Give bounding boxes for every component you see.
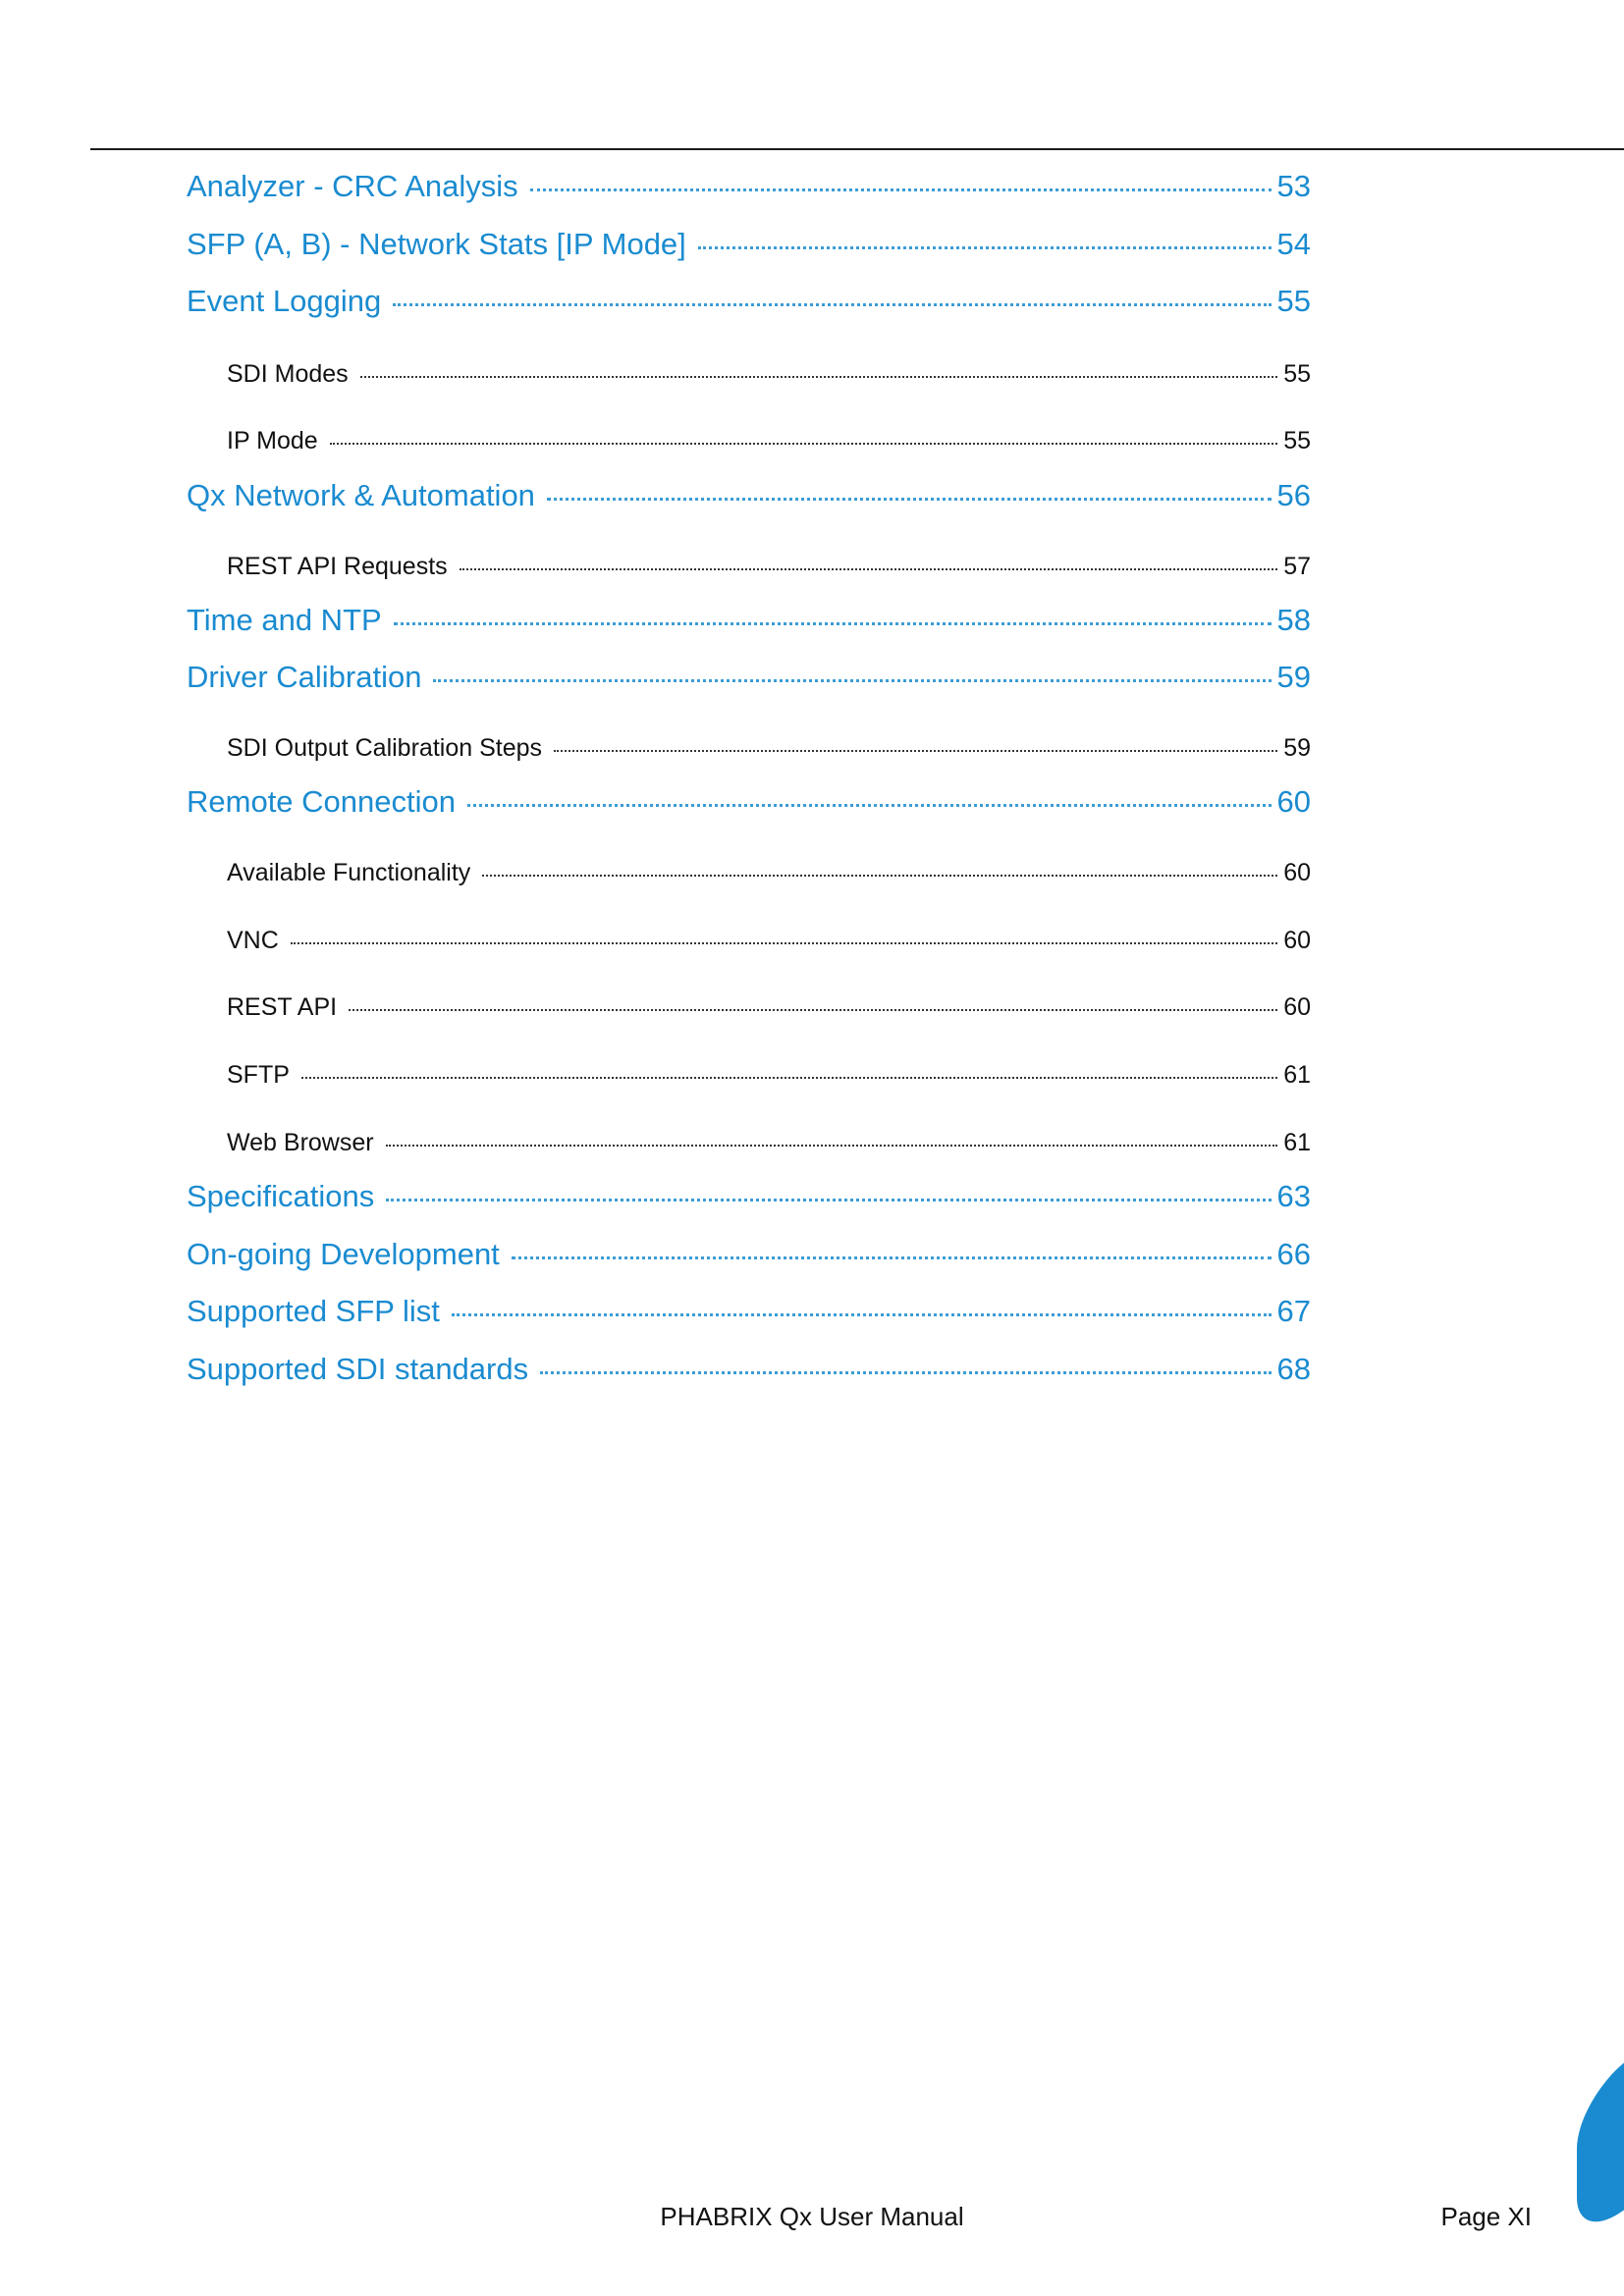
toc-entry-page: 66 — [1276, 1237, 1311, 1271]
toc-entry-title: SFTP — [227, 1061, 290, 1089]
toc-dot-leader — [330, 443, 1278, 445]
toc-entry-page: 54 — [1276, 227, 1311, 261]
toc-dot-leader — [554, 750, 1277, 752]
toc-dot-leader — [698, 246, 1272, 249]
toc-entry[interactable] — [227, 360, 1311, 394]
toc-entry[interactable] — [187, 1294, 1311, 1333]
toc-entry-title: Available Functionality — [227, 859, 471, 886]
toc-entry[interactable] — [187, 169, 1311, 208]
toc-entry[interactable] — [227, 1061, 1311, 1095]
toc-entry-page: 55 — [1283, 360, 1311, 388]
toc-entry-page: 60 — [1276, 784, 1311, 819]
toc-dot-leader — [433, 679, 1271, 682]
toc-entry-page: 53 — [1276, 169, 1311, 203]
toc-entry-title: SDI Output Calibration Steps — [227, 734, 542, 762]
toc-dot-leader — [386, 1199, 1271, 1201]
toc-entry[interactable] — [187, 1237, 1311, 1276]
toc-dot-leader — [360, 376, 1278, 378]
toc-entry[interactable] — [187, 1352, 1311, 1391]
toc-entry[interactable] — [227, 427, 1311, 460]
toc-entry[interactable] — [227, 993, 1311, 1027]
toc-entry-title: Specifications — [187, 1179, 375, 1213]
toc-dot-leader — [291, 942, 1277, 944]
toc-entry-title: Supported SDI standards — [187, 1352, 529, 1386]
toc-entry-page: 59 — [1283, 734, 1311, 762]
toc-entry[interactable] — [187, 603, 1311, 642]
toc-entry-title: Remote Connection — [187, 784, 456, 819]
toc-dot-leader — [482, 875, 1277, 877]
toc-entry-title: IP Mode — [227, 427, 318, 454]
toc-entry[interactable] — [187, 284, 1311, 323]
toc-entry-page: 55 — [1276, 284, 1311, 318]
toc-entry-page: 60 — [1283, 927, 1311, 954]
toc-dot-leader — [460, 568, 1278, 570]
toc-entry[interactable] — [227, 927, 1311, 960]
toc-entry[interactable] — [187, 1179, 1311, 1218]
toc-dot-leader — [530, 188, 1272, 191]
toc-entry-title: Qx Network & Automation — [187, 478, 535, 512]
toc-dot-leader — [394, 622, 1272, 625]
toc-entry-page: 60 — [1283, 859, 1311, 886]
toc-entry[interactable] — [227, 734, 1311, 768]
footer-document-title: PHABRIX Qx User Manual — [660, 2202, 964, 2231]
toc-entry-page: 56 — [1276, 478, 1311, 512]
toc-entry-title: Supported SFP list — [187, 1294, 440, 1328]
footer-page-number: Page XI — [1440, 2202, 1532, 2231]
toc-entry-title: Driver Calibration — [187, 660, 422, 694]
toc-entry[interactable] — [187, 227, 1311, 266]
toc-dot-leader — [393, 303, 1271, 306]
toc-dot-leader — [467, 804, 1272, 807]
toc-entry-title: REST API Requests — [227, 553, 448, 580]
toc-entry-page: 58 — [1276, 603, 1311, 637]
toc-entry-title: Event Logging — [187, 284, 382, 318]
toc-entry[interactable] — [227, 1129, 1311, 1162]
toc-dot-leader — [452, 1313, 1272, 1316]
toc-entry-page: 57 — [1283, 553, 1311, 580]
toc-entry-title: REST API — [227, 993, 338, 1021]
toc-dot-leader — [547, 498, 1272, 501]
toc-entry-title: Time and NTP — [187, 603, 382, 637]
toc-entry-title: SFP (A, B) - Network Stats [IP Mode] — [187, 227, 686, 261]
toc-entry-page: 63 — [1276, 1179, 1311, 1213]
toc-entry-page: 61 — [1283, 1061, 1311, 1089]
toc-dot-leader — [301, 1077, 1277, 1079]
toc-dot-leader — [540, 1371, 1271, 1374]
toc-entry-page: 60 — [1283, 993, 1311, 1021]
toc-entry-title: SDI Modes — [227, 360, 349, 388]
toc-entry-page: 55 — [1283, 427, 1311, 454]
toc-dot-leader — [349, 1009, 1277, 1011]
toc-entry-page: 61 — [1283, 1129, 1311, 1156]
toc-entry-title: Web Browser — [227, 1129, 374, 1156]
toc-entry-title: VNC — [227, 927, 279, 954]
toc-dot-leader — [512, 1256, 1272, 1259]
toc-dot-leader — [386, 1145, 1278, 1147]
toc-entry-page: 59 — [1276, 660, 1311, 694]
toc-entry-page: 68 — [1276, 1352, 1311, 1386]
toc-entry[interactable] — [227, 859, 1311, 892]
toc-entry-title: Analyzer - CRC Analysis — [187, 169, 518, 203]
toc-entry[interactable] — [187, 784, 1311, 824]
toc-entry-page: 67 — [1276, 1294, 1311, 1328]
toc-entry-title: On-going Development — [187, 1237, 500, 1271]
toc-entry[interactable] — [227, 553, 1311, 586]
toc-entry[interactable] — [187, 478, 1311, 517]
toc-entry[interactable] — [187, 660, 1311, 699]
